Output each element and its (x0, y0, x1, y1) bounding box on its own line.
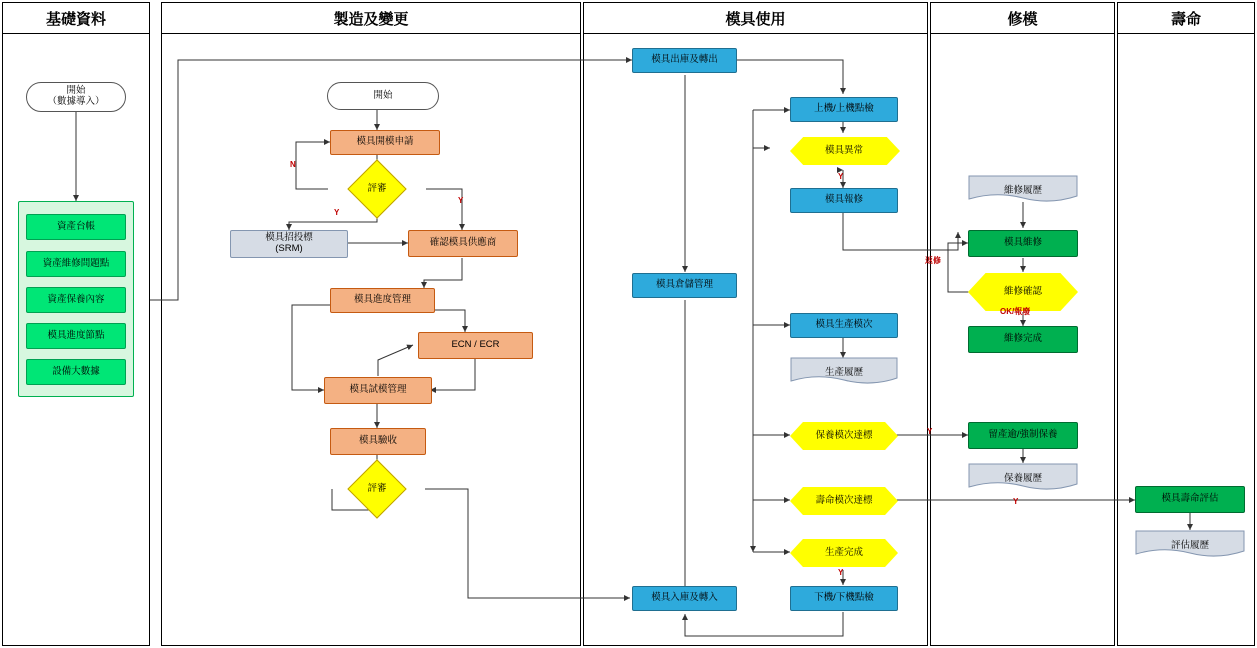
lane-header-basic: 基礎資料 (2, 2, 150, 34)
node-equipment-bigdata: 設備大數據 (26, 359, 126, 385)
node-maintain-shot-warn (790, 421, 898, 451)
node-prod-done (790, 538, 898, 568)
node-mold-progress-node: 模具進度節點 (26, 323, 126, 349)
lane-header-usage: 模具使用 (583, 2, 928, 34)
edge-label-n1: N (290, 160, 296, 169)
repair-confirm-label: 維修確認 (1003, 285, 1042, 297)
node-start-basic (26, 82, 126, 112)
start-basic-line1: 開始 (66, 85, 86, 97)
start-basic-line2: （數據導入） (47, 96, 105, 107)
repair-history-label: 維修履歷 (1003, 185, 1042, 196)
edge-label-y1: Y (334, 208, 340, 217)
mold-bid-line1: 模具招投標 (265, 232, 313, 244)
edge-label-y-done: Y (838, 568, 844, 577)
prod-done-label: 生產完成 (824, 546, 863, 558)
node-review-2 (348, 468, 406, 510)
node-asset-repair-issue: 資產維修問題點 (26, 251, 126, 277)
node-asset-maintain-content: 資產保養內容 (26, 287, 126, 313)
edge-label-return-repair: 返修 (925, 256, 941, 265)
node-mold-progress-mgmt: 模具進度管理 (330, 288, 435, 313)
eval-history-label: 評估履歷 (1170, 540, 1209, 551)
edge-label-y-life: Y (1013, 497, 1019, 506)
prod-history-label: 生產履歷 (824, 367, 863, 378)
node-machine-off: 下機/下機點檢 (790, 586, 898, 611)
lane-header-manufacture: 製造及變更 (161, 2, 581, 34)
node-mold-open-apply: 模具開模申請 (330, 130, 440, 155)
lane-header-repair: 修模 (930, 2, 1115, 34)
edge-label-ok-scrap: OK/報廢 (1000, 307, 1031, 316)
node-mold-abnormal (790, 131, 898, 171)
node-eval-history (1135, 530, 1245, 558)
node-mold-out: 模具出庫及轉出 (632, 48, 737, 73)
mold-abnormal-label: 模具異常 (824, 144, 863, 156)
node-mold-repair: 模具維修 (968, 230, 1078, 257)
node-maintain-history (968, 463, 1078, 491)
node-review-1 (348, 168, 406, 210)
node-repair-done: 維修完成 (968, 326, 1078, 353)
node-asset-ledger: 資產台帳 (26, 214, 126, 240)
node-maintain-forced: 留產逾/強制保養 (968, 422, 1078, 449)
edge-label-y-maintain: Y (927, 427, 933, 436)
node-mold-report-repair: 模具報修 (790, 188, 898, 213)
mold-bid-line2: (SRM) (275, 243, 303, 254)
node-ecn-ecr: ECN / ECR (418, 332, 533, 359)
review-1-label: 評審 (367, 182, 387, 194)
node-mold-storage-mgmt: 模具倉儲管理 (632, 273, 737, 298)
node-mold-life-eval: 模具壽命評估 (1135, 486, 1245, 513)
node-life-shot-warn (790, 486, 898, 516)
node-machine-on: 上機/上機點檢 (790, 97, 898, 122)
node-confirm-supplier: 確認模具供應商 (408, 230, 518, 257)
node-repair-confirm (968, 272, 1078, 312)
node-mold-in: 模具入庫及轉入 (632, 586, 737, 611)
node-mold-trial-mgmt: 模具試模管理 (324, 377, 432, 404)
review-2-label: 評審 (367, 482, 387, 494)
maintain-history-label: 保養履歷 (1003, 473, 1042, 484)
edge-label-y-abnormal: Y (838, 172, 844, 181)
node-mold-bid (230, 230, 348, 258)
node-repair-history (968, 175, 1078, 203)
edge-label-y2: Y (458, 196, 464, 205)
node-start-manufacture: 開始 (327, 82, 439, 110)
node-prod-history (790, 357, 898, 385)
node-mold-prod-shots: 模具生產模次 (790, 313, 898, 338)
life-shot-warn-label: 壽命模次達標 (815, 494, 873, 506)
node-mold-acceptance: 模具驗收 (330, 428, 426, 455)
maintain-shot-warn-label: 保養模次達標 (815, 429, 873, 441)
lane-header-life: 壽命 (1117, 2, 1255, 34)
